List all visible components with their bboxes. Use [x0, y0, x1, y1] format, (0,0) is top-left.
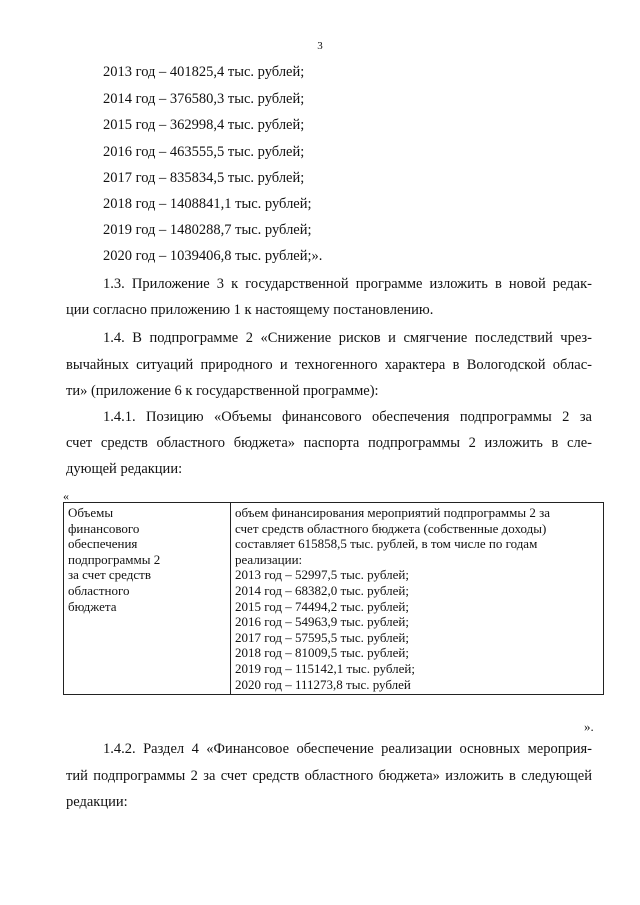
cell-line: областного: [68, 582, 130, 598]
year-line: 2017 год – 835834,5 тыс. рублей;: [103, 170, 305, 186]
cell-line: 2017 год – 57595,5 тыс. рублей;: [235, 629, 409, 645]
paragraph-line: вычайных ситуаций природного и техногенного характера в Вологодской облас-: [66, 357, 592, 373]
year-line: 2015 год – 362998,4 тыс. рублей;: [103, 117, 305, 133]
paragraph-line: 1.3. Приложение 3 к государственной программе изложить в новой редак-: [103, 276, 592, 292]
table-cell-label: [64, 503, 231, 695]
cell-line: Объемы: [68, 505, 114, 520]
cell-line: 2013 год – 52997,5 тыс. рублей;: [235, 567, 409, 583]
paragraph-line: ции согласно приложению 1 к настоящему постановлению.: [66, 302, 434, 318]
year-line: 2020 год – 1039406,8 тыс. рублей;».: [103, 248, 323, 264]
year-line: 2016 год – 463555,5 тыс. рублей;: [103, 144, 305, 160]
quote-open-mark: «: [63, 489, 69, 503]
paragraph-line: редакции:: [66, 794, 128, 810]
paragraph-line: дующей редакции:: [66, 461, 183, 477]
year-line: 2019 год – 1480288,7 тыс. рублей;: [103, 222, 312, 238]
table-cell-value: [231, 503, 604, 695]
paragraph-line: 1.4.1. Позицию «Объемы финансового обеспечения подпрограммы 2 за: [103, 409, 592, 425]
year-line: 2014 год – 376580,3 тыс. рублей;: [103, 91, 305, 107]
cell-line: обеспечения: [68, 536, 138, 552]
cell-line: подпрограммы 2: [68, 551, 161, 567]
paragraph-line: 1.4.2. Раздел 4 «Финансовое обеспечение реализации основных мероприя-: [103, 741, 592, 757]
paragraph-line: 1.4. В подпрограмме 2 «Снижение рисков и смягчение последствий чрез-: [103, 330, 592, 346]
cell-line: за счет средств: [68, 567, 151, 583]
financing-table: [63, 502, 604, 695]
paragraph-line: ти» (приложение 6 к государственной программе):: [66, 383, 379, 399]
table-row: [64, 503, 604, 695]
paragraph-line: счет средств областного бюджета» паспорта подпрограммы 2 изложить в сле-: [66, 435, 592, 451]
cell-line: реализации:: [235, 551, 303, 567]
cell-line: 2020 год – 111273,8 тыс. рублей: [235, 676, 411, 692]
cell-line: финансового: [68, 520, 140, 536]
year-line: 2013 год – 401825,4 тыс. рублей;: [103, 64, 305, 80]
paragraph-line: тий подпрограммы 2 за счет средств областного бюджета» изложить в следующей: [66, 768, 592, 784]
cell-line: объем финансирования мероприятий подпрограммы 2 за: [235, 505, 551, 520]
cell-line: составляет 615858,5 тыс. рублей, в том числе по годам: [235, 536, 538, 552]
cell-line: бюджета: [68, 598, 117, 614]
cell-line: счет средств областного бюджета (собственные доходы): [235, 520, 547, 536]
cell-line: 2019 год – 115142,1 тыс. рублей;: [235, 660, 415, 676]
quote-close-mark: ».: [584, 719, 594, 734]
page-number: 3: [317, 40, 323, 52]
year-line: 2018 год – 1408841,1 тыс. рублей;: [103, 196, 312, 212]
cell-line: 2015 год – 74494,2 тыс. рублей;: [235, 598, 409, 614]
cell-line: 2016 год – 54963,9 тыс. рублей;: [235, 614, 409, 630]
cell-line: 2018 год – 81009,5 тыс. рублей;: [235, 645, 409, 661]
cell-line: 2014 год – 68382,0 тыс. рублей;: [235, 582, 409, 598]
